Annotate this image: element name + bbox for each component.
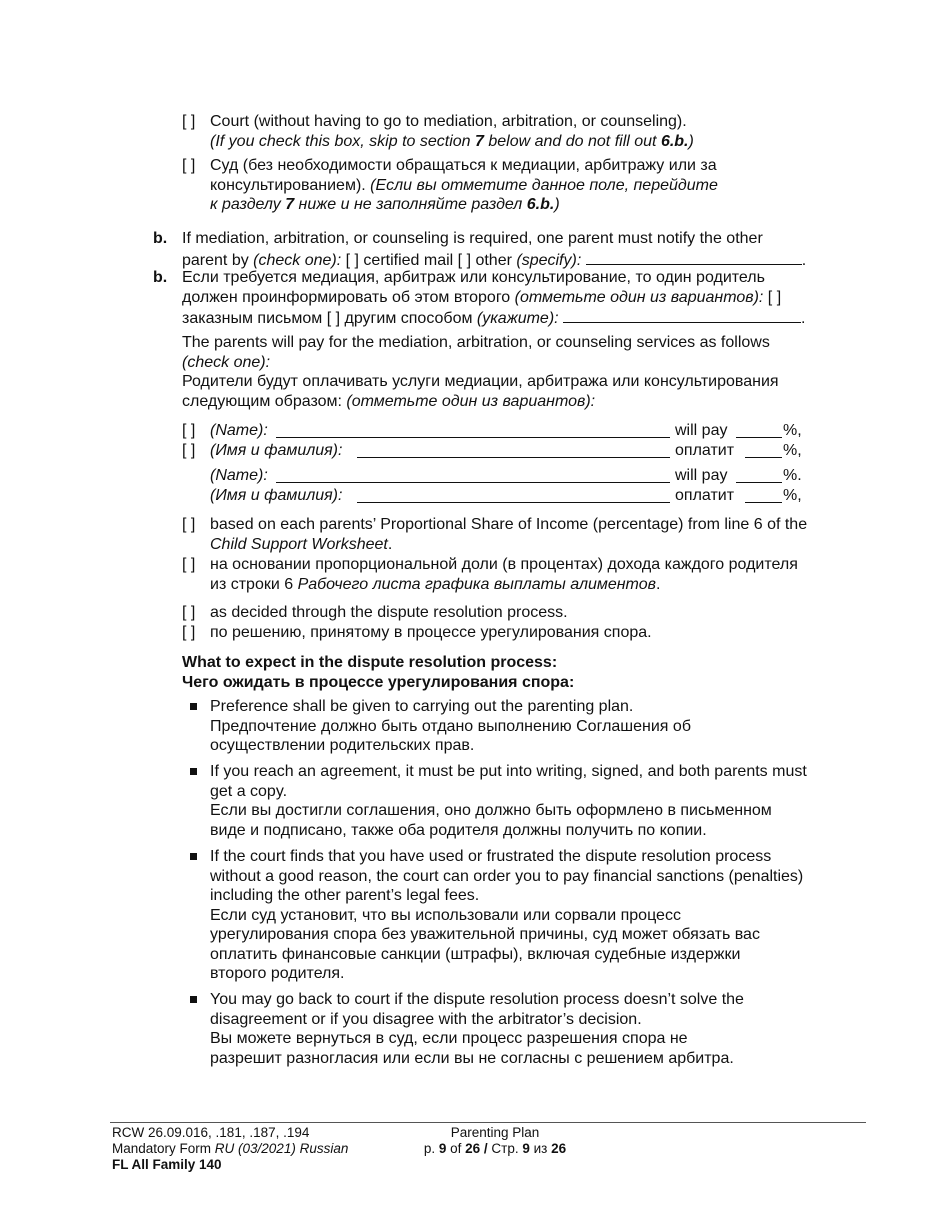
court-checkbox[interactable]: [ ] (182, 113, 196, 130)
parent2-percent-field-ru[interactable] (745, 487, 782, 503)
parent1-name-field[interactable] (276, 422, 670, 438)
court-checkbox-ru[interactable]: [ ] (182, 157, 196, 174)
decided-text-en: as decided through the dispute resolution process. (210, 604, 568, 621)
section-b-ru (182, 268, 862, 329)
bullet-line: Если суд установит, что вы использовали или сорвали процесс (210, 906, 681, 924)
bullet-line: разрешит разногласия или если вы не согласны с решением арбитра. (210, 1049, 734, 1067)
bullet-marker-1 (190, 703, 197, 710)
bullet-line: get a copy. (210, 782, 288, 800)
court-option-note: (If you check this box, skip to section 7 below and do not fill out 6.b.) (210, 132, 694, 150)
bullet-line: disagreement or if you disagree with the arbitrator’s decision. (210, 1010, 642, 1028)
footer-left (112, 1125, 348, 1173)
section-b-en (182, 229, 862, 270)
parent1-name-field-ru[interactable] (357, 442, 670, 458)
proportional-option-en (182, 515, 862, 554)
notify-other-specify-field[interactable] (586, 249, 802, 265)
court-option-text: Court (without having to go to mediation, arbitration, or counseling). (210, 113, 687, 130)
bullet-marker-4 (190, 996, 197, 1003)
payment-intro (182, 333, 862, 411)
footer-form-id: FL All Family 140 (112, 1157, 222, 1172)
proportional-text-en: based on each parents’ Proportional Share of Income (percentage) from line 6 of the (210, 516, 808, 533)
bullet-line: Вы можете вернуться в суд, если процесс разрешения спора не (210, 1030, 688, 1047)
parent2-name-label-ru: (Имя и фамилия): (210, 487, 343, 504)
parent1-pay-label-ru: оплатит (675, 442, 735, 459)
footer-form: Mandatory Form RU (03/2021) Russian (112, 1141, 349, 1156)
parent1-will-pay-label: will pay (675, 422, 728, 439)
section-b-en-line2: parent by (check one): [ ] certified mail [ ] other (specify): . (182, 249, 862, 271)
proportional-text-ru: на основании пропорциональной доли (в процентах) дохода каждого родителя (210, 556, 798, 573)
parent2-percent-sign-ru: %, (783, 487, 802, 504)
expect-bullet-3 (210, 847, 860, 984)
parent2-name-label-en: (Name): (210, 467, 268, 484)
parent2-percent-field[interactable] (736, 467, 782, 483)
proportional-text-ru-2: из строки 6 Рабочего листа графика выплаты алиментов. (210, 575, 661, 593)
bullet-line: without a good reason, the court can order you to pay financial sanctions (penalties) (210, 867, 804, 885)
bullet-marker-3 (190, 853, 197, 860)
bullet-line: второго родителя. (210, 965, 345, 982)
proportional-checkbox[interactable]: [ ] (182, 516, 196, 533)
notify-other-specify-field-ru[interactable] (563, 307, 801, 323)
bullet-marker-2 (190, 768, 197, 775)
footer-center (420, 1125, 570, 1157)
parent1-percent-field-ru[interactable] (745, 442, 782, 458)
proportional-text-en-2: Child Support Worksheet. (210, 535, 393, 553)
expect-heading (182, 653, 574, 692)
parent1-name-label-en: (Name): (210, 422, 268, 439)
footer-title: Parenting Plan (450, 1125, 540, 1140)
parent2-name-field-ru[interactable] (357, 487, 670, 503)
footer-rule (110, 1122, 866, 1123)
decided-checkbox[interactable]: [ ] (182, 604, 196, 621)
bullet-line: Предпочтение должно быть отдано выполнению Соглашения об (210, 717, 691, 735)
parent2-name-field[interactable] (276, 467, 670, 483)
payment-intro-ru-2: следующим образом: (отметьте один из вариантов): (182, 392, 596, 410)
parent2-pay-label-ru: оплатит (675, 487, 735, 504)
court-option-ru (182, 156, 862, 215)
footer-rcw: RCW 26.09.016, .181, .187, .194 (112, 1125, 310, 1140)
bullet-line: оплатить финансовые санкции (штрафы), включая судебные издержки (210, 945, 741, 963)
parent1-name-label-ru: (Имя и фамилия): (210, 442, 343, 459)
payment-checkbox-en[interactable]: [ ] (182, 422, 196, 439)
parent2-will-pay-label: will pay (675, 467, 728, 484)
decided-option-en (182, 603, 862, 623)
parent1-percent-field[interactable] (736, 422, 782, 438)
footer-page-number: p. 9 of 26 / Стр. 9 из 26 (423, 1141, 567, 1156)
decided-text-ru: по решению, принятому в процессе урегулирования спора. (210, 624, 652, 641)
payment-checkbox-ru[interactable]: [ ] (182, 442, 196, 459)
court-option-text-ru-2: консультированием). (Если вы отметите данное поле, перейдите (210, 176, 718, 194)
expect-heading-ru: Чего ожидать в процессе урегулирования спора: (182, 673, 575, 691)
bullet-line: осуществлении родительских прав. (210, 737, 475, 754)
section-b-label-ru: b. (153, 269, 168, 286)
bullet-line: If you reach an agreement, it must be put into writing, signed, and both parents must (210, 763, 807, 780)
parent1-percent-sign-ru: %, (783, 442, 802, 459)
court-option-text-ru: Суд (без необходимости обращаться к медиации, арбитражу или за (210, 157, 717, 174)
section-b-label-en: b. (153, 230, 168, 247)
parent1-percent-sign: %, (783, 422, 802, 439)
bullet-line: Preference shall be given to carrying out the parenting plan. (210, 698, 634, 715)
payment-intro-en-check: (check one): (182, 353, 271, 371)
bullet-line: If the court finds that you have used or frustrated the dispute resolution process (210, 848, 772, 865)
proportional-option-ru (182, 555, 862, 594)
payment-intro-en: The parents will pay for the mediation, arbitration, or counseling services as follows (182, 334, 770, 351)
expect-bullet-1 (210, 697, 860, 756)
court-option-note-ru: к разделу 7 ниже и не заполняйте раздел 6.b.) (210, 196, 560, 213)
bullet-line: виде и подписано, также оба родителя должны получить по копии. (210, 821, 707, 839)
expect-bullet-2 (210, 762, 860, 840)
section-b-ru-line1: Если требуется медиация, арбитраж или консультирование, то один родитель (182, 269, 765, 286)
section-b-ru-line3: заказным письмом [ ] другим способом (укажите): . (182, 307, 862, 329)
section-b-en-line1: If mediation, arbitration, or counseling is required, one parent must notify the other (182, 230, 763, 247)
proportional-checkbox-ru[interactable]: [ ] (182, 556, 196, 573)
payment-intro-ru: Родители будут оплачивать услуги медиации, арбитража или консультирования (182, 373, 779, 390)
parent2-percent-sign: %. (783, 467, 802, 484)
bullet-line: урегулирования спора без уважительной причины, суд может обязать вас (210, 926, 760, 943)
decided-option-ru (182, 623, 862, 643)
section-b-ru-line2: должен проинформировать об этом второго (отметьте один из вариантов): [ ] (182, 288, 782, 306)
decided-checkbox-ru[interactable]: [ ] (182, 624, 196, 641)
expect-bullet-4 (210, 990, 860, 1068)
bullet-line: You may go back to court if the dispute resolution process doesn’t solve the (210, 991, 744, 1008)
bullet-line: Если вы достигли соглашения, оно должно быть оформлено в письменном (210, 802, 772, 819)
court-option-en (182, 112, 862, 151)
expect-heading-en: What to expect in the dispute resolution process: (182, 654, 558, 671)
bullet-line: including the other parent’s legal fees. (210, 887, 480, 904)
